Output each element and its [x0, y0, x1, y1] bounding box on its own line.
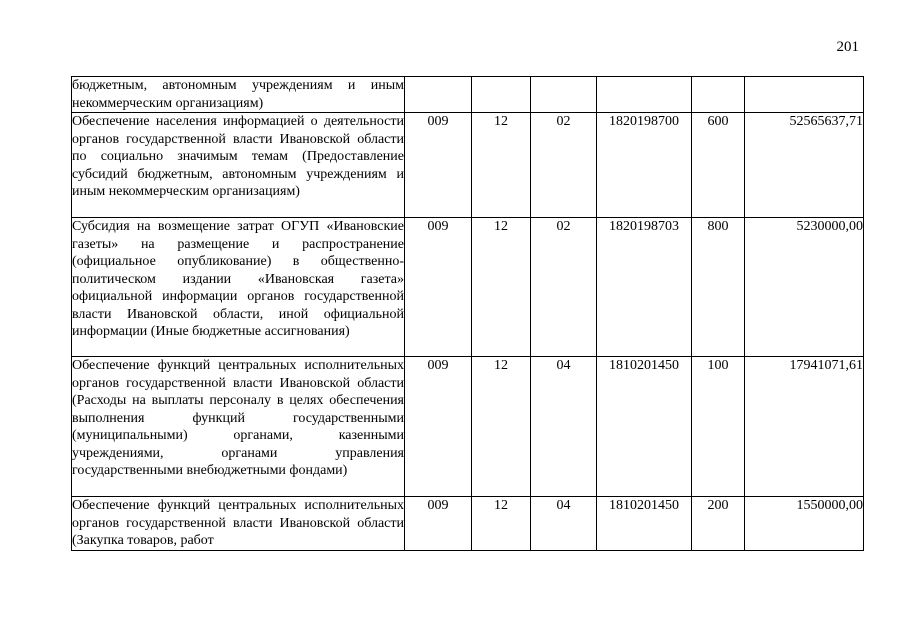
table-row — [72, 497, 864, 551]
expense-type-code: 200 — [692, 497, 745, 551]
row-description: Обеспечение функций центральных исполнительных органов государственной власти Ивановской области (Закупка товаров, работ — [72, 498, 404, 548]
amount: 5230000,00 — [745, 218, 864, 357]
row-description: бюджетным, автономным учреждениям и иным некоммерческим организациям) — [72, 78, 404, 111]
section-code — [472, 77, 531, 113]
section-code: 12 — [472, 218, 531, 357]
table-row — [72, 357, 864, 497]
amount: 17941071,61 — [745, 357, 864, 497]
ministry-code — [405, 77, 472, 113]
target-code: 1820198700 — [597, 113, 692, 218]
row-description: Субсидия на возмещение затрат ОГУП «Ивановские газеты» на размещение и распространение (официальное опубликование) в общественно-политическом издании «Ивановская газета» официальной информации органов государственной власти Ивановской области, иной официальной информации (Иные бюджетные ассигнования) — [72, 218, 405, 357]
amount — [745, 77, 864, 113]
target-code — [597, 77, 692, 113]
section-code: 12 — [472, 497, 531, 551]
page-number: 201 — [836, 39, 859, 55]
table-row — [72, 77, 864, 113]
section-code: 12 — [472, 113, 531, 218]
subsection-code: 02 — [531, 218, 597, 357]
expense-type-code: 600 — [692, 113, 745, 218]
target-code: 1820198703 — [597, 218, 692, 357]
budget-table — [71, 76, 864, 551]
expense-type-code — [692, 77, 745, 113]
ministry-code: 009 — [405, 357, 472, 497]
subsection-code: 02 — [531, 113, 597, 218]
expense-type-code: 800 — [692, 218, 745, 357]
table-row — [72, 113, 864, 218]
expense-type-code: 100 — [692, 357, 745, 497]
amount: 52565637,71 — [745, 113, 864, 218]
subsection-code: 04 — [531, 357, 597, 497]
amount: 1550000,00 — [745, 497, 864, 551]
row-description: Обеспечение населения информацией о деятельности органов государственной власти Ивановской области по социально значимым темам (Предоставление субсидий бюджетным, автономным учреждениям и иным некоммерческим организациям) — [72, 113, 405, 218]
ministry-code: 009 — [405, 497, 472, 551]
ministry-code: 009 — [405, 218, 472, 357]
target-code: 1810201450 — [597, 497, 692, 551]
table-row — [72, 218, 864, 357]
subsection-code: 04 — [531, 497, 597, 551]
ministry-code: 009 — [405, 113, 472, 218]
subsection-code — [531, 77, 597, 113]
section-code: 12 — [472, 357, 531, 497]
row-description: Обеспечение функций центральных исполнительных органов государственной власти Ивановской области (Расходы на выплаты персоналу в целях обеспечения выполнения функций государственными (муниципальными) органами, казенными учреждениями, органами управления государственными внебюджетными фондами) — [72, 357, 405, 497]
target-code: 1810201450 — [597, 357, 692, 497]
